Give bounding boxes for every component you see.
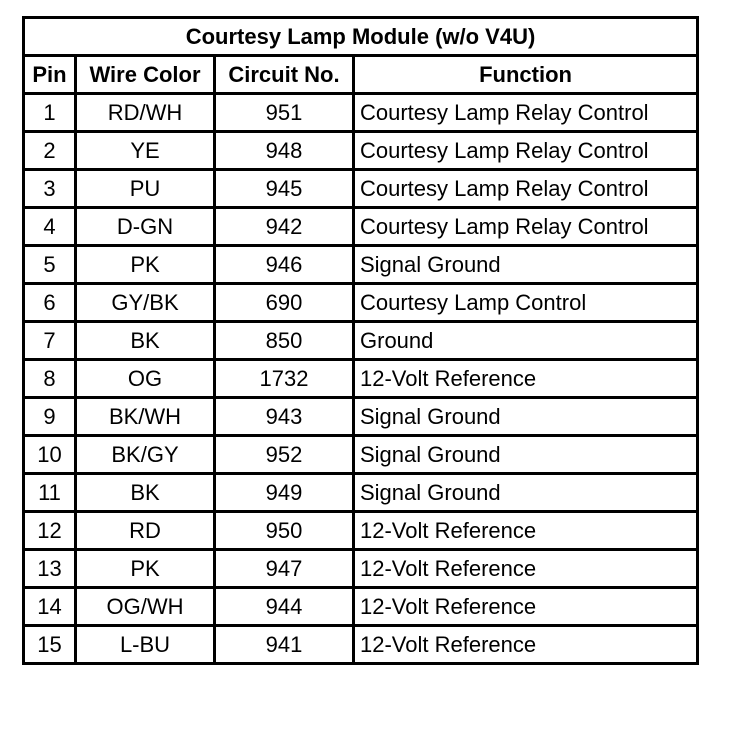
cell-function: Courtesy Lamp Relay Control bbox=[355, 133, 699, 171]
table-row bbox=[25, 513, 699, 551]
cell-pin: 11 bbox=[25, 475, 77, 513]
table-row bbox=[25, 399, 699, 437]
cell-wire-color: RD/WH bbox=[77, 95, 216, 133]
header-circuit-no: Circuit No. bbox=[216, 57, 355, 95]
cell-pin: 12 bbox=[25, 513, 77, 551]
cell-wire-color: D-GN bbox=[77, 209, 216, 247]
cell-function: 12-Volt Reference bbox=[355, 513, 699, 551]
table-body bbox=[25, 95, 699, 665]
cell-function: Signal Ground bbox=[355, 247, 699, 285]
cell-pin: 5 bbox=[25, 247, 77, 285]
cell-circuit-no: 952 bbox=[216, 437, 355, 475]
header-wire-color: Wire Color bbox=[77, 57, 216, 95]
cell-wire-color: BK/GY bbox=[77, 437, 216, 475]
cell-wire-color: YE bbox=[77, 133, 216, 171]
cell-wire-color: PU bbox=[77, 171, 216, 209]
table-title: Courtesy Lamp Module (w/o V4U) bbox=[25, 19, 699, 57]
cell-pin: 3 bbox=[25, 171, 77, 209]
table-row bbox=[25, 171, 699, 209]
cell-wire-color: OG bbox=[77, 361, 216, 399]
table-header-row bbox=[25, 57, 699, 95]
table-row bbox=[25, 589, 699, 627]
cell-function: Courtesy Lamp Relay Control bbox=[355, 171, 699, 209]
table-row bbox=[25, 627, 699, 665]
cell-function: 12-Volt Reference bbox=[355, 551, 699, 589]
cell-function: 12-Volt Reference bbox=[355, 589, 699, 627]
cell-wire-color: BK/WH bbox=[77, 399, 216, 437]
cell-circuit-no: 690 bbox=[216, 285, 355, 323]
cell-pin: 4 bbox=[25, 209, 77, 247]
table-row bbox=[25, 437, 699, 475]
cell-pin: 14 bbox=[25, 589, 77, 627]
table-row bbox=[25, 133, 699, 171]
cell-circuit-no: 951 bbox=[216, 95, 355, 133]
cell-function: Courtesy Lamp Relay Control bbox=[355, 95, 699, 133]
cell-function: Signal Ground bbox=[355, 399, 699, 437]
cell-circuit-no: 941 bbox=[216, 627, 355, 665]
table-row bbox=[25, 323, 699, 361]
cell-function: Signal Ground bbox=[355, 475, 699, 513]
cell-function: 12-Volt Reference bbox=[355, 361, 699, 399]
table-title-row bbox=[25, 19, 699, 57]
cell-function: Courtesy Lamp Relay Control bbox=[355, 209, 699, 247]
table-row bbox=[25, 209, 699, 247]
cell-wire-color: OG/WH bbox=[77, 589, 216, 627]
cell-pin: 6 bbox=[25, 285, 77, 323]
cell-wire-color: BK bbox=[77, 475, 216, 513]
cell-pin: 13 bbox=[25, 551, 77, 589]
cell-circuit-no: 943 bbox=[216, 399, 355, 437]
cell-circuit-no: 946 bbox=[216, 247, 355, 285]
table-row bbox=[25, 285, 699, 323]
header-pin: Pin bbox=[25, 57, 77, 95]
cell-circuit-no: 850 bbox=[216, 323, 355, 361]
cell-circuit-no: 1732 bbox=[216, 361, 355, 399]
cell-circuit-no: 949 bbox=[216, 475, 355, 513]
header-function: Function bbox=[355, 57, 699, 95]
cell-circuit-no: 945 bbox=[216, 171, 355, 209]
cell-circuit-no: 948 bbox=[216, 133, 355, 171]
table-row bbox=[25, 551, 699, 589]
cell-pin: 15 bbox=[25, 627, 77, 665]
cell-function: 12-Volt Reference bbox=[355, 627, 699, 665]
cell-function: Ground bbox=[355, 323, 699, 361]
table-row bbox=[25, 475, 699, 513]
cell-wire-color: GY/BK bbox=[77, 285, 216, 323]
cell-circuit-no: 950 bbox=[216, 513, 355, 551]
cell-wire-color: BK bbox=[77, 323, 216, 361]
table-row bbox=[25, 247, 699, 285]
cell-pin: 9 bbox=[25, 399, 77, 437]
connector-pinout-table bbox=[22, 16, 699, 665]
cell-pin: 8 bbox=[25, 361, 77, 399]
cell-pin: 10 bbox=[25, 437, 77, 475]
cell-pin: 2 bbox=[25, 133, 77, 171]
cell-wire-color: L-BU bbox=[77, 627, 216, 665]
cell-pin: 1 bbox=[25, 95, 77, 133]
cell-function: Courtesy Lamp Control bbox=[355, 285, 699, 323]
table-row bbox=[25, 361, 699, 399]
cell-wire-color: PK bbox=[77, 551, 216, 589]
cell-circuit-no: 947 bbox=[216, 551, 355, 589]
cell-circuit-no: 942 bbox=[216, 209, 355, 247]
cell-wire-color: PK bbox=[77, 247, 216, 285]
cell-wire-color: RD bbox=[77, 513, 216, 551]
cell-pin: 7 bbox=[25, 323, 77, 361]
cell-circuit-no: 944 bbox=[216, 589, 355, 627]
table-row bbox=[25, 95, 699, 133]
cell-function: Signal Ground bbox=[355, 437, 699, 475]
